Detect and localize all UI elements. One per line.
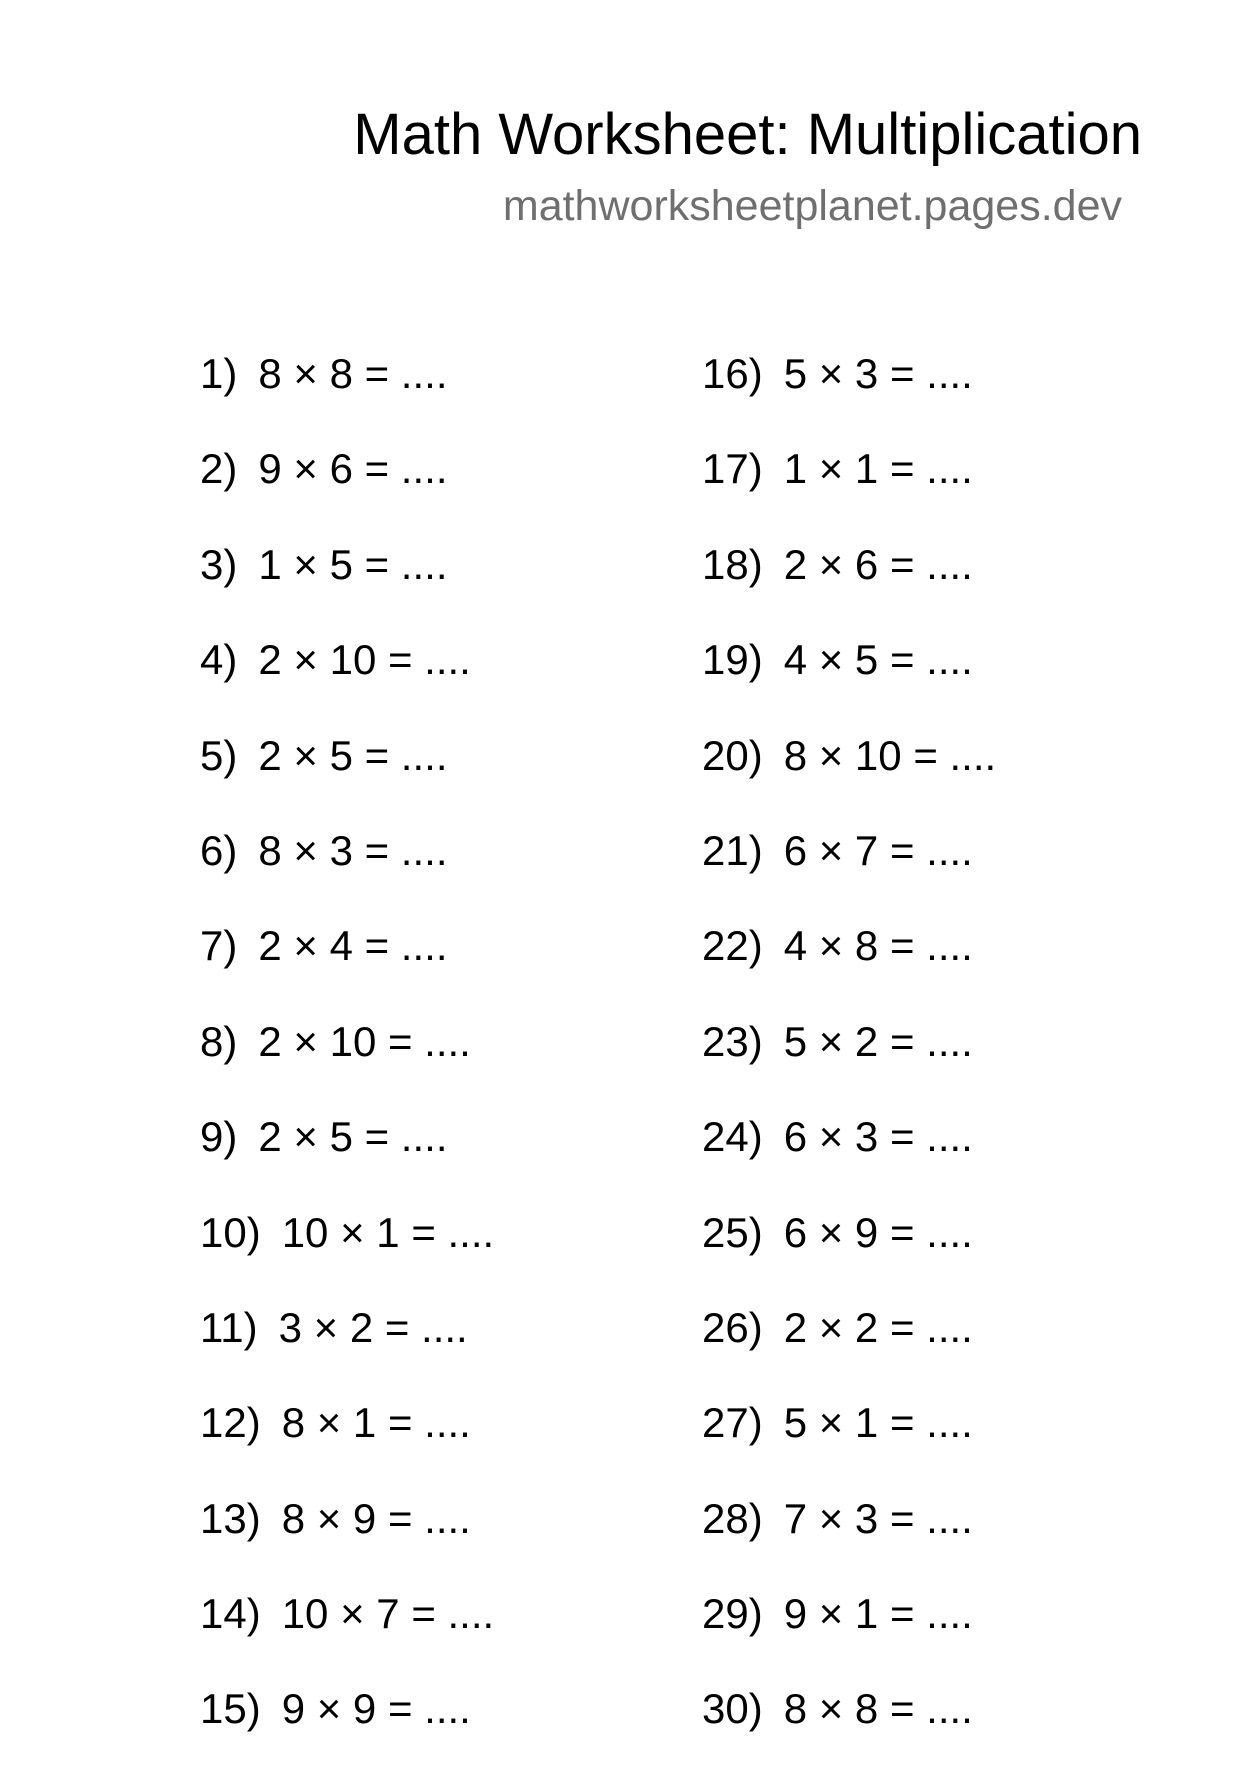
- problem-number: 7): [200, 922, 238, 970]
- problem-expression: 5 × 2 = ....: [783, 1017, 973, 1065]
- problem-expression: 5 × 1 = ....: [783, 1399, 973, 1447]
- problem-number: 19): [702, 636, 763, 684]
- problem-item: [200, 1016, 494, 1111]
- problem-number: 27): [702, 1399, 763, 1447]
- problem-expression: 3 × 2 = ....: [278, 1303, 468, 1351]
- problem-expression: 1 × 5 = ....: [258, 540, 448, 588]
- problem-item: [702, 1683, 996, 1778]
- problem-expression: 8 × 1 = ....: [281, 1399, 471, 1447]
- problem-number: 9): [200, 1113, 238, 1161]
- problem-number: 8): [200, 1017, 238, 1065]
- problem-expression: 8 × 8 = ....: [258, 350, 448, 397]
- problem-expression: 8 × 9 = ....: [281, 1494, 471, 1542]
- problem-number: 6): [200, 826, 238, 874]
- problem-number: 24): [702, 1113, 763, 1161]
- problem-column-left: [200, 348, 494, 1779]
- problem-number: 13): [200, 1494, 261, 1542]
- problem-expression: 8 × 8 = ....: [783, 1685, 973, 1733]
- problem-item: [702, 730, 996, 825]
- problem-item: [702, 1302, 996, 1397]
- problem-item: [200, 1397, 494, 1492]
- problem-number: 30): [702, 1685, 763, 1733]
- problem-item: [702, 1016, 996, 1111]
- problem-expression: 8 × 10 = ....: [783, 731, 997, 779]
- problem-item: [702, 1588, 996, 1683]
- problem-number: 17): [702, 445, 763, 493]
- problem-item: [200, 1207, 494, 1302]
- problem-item: [200, 1683, 494, 1778]
- problem-number: 4): [200, 636, 238, 684]
- problem-number: 10): [200, 1208, 261, 1256]
- problem-expression: 2 × 6 = ....: [783, 540, 973, 588]
- problem-expression: 2 × 10 = ....: [258, 1017, 471, 1065]
- problem-expression: 4 × 5 = ....: [783, 636, 973, 684]
- problem-item: [702, 348, 996, 443]
- problem-item: [702, 634, 996, 729]
- problem-item: [702, 1207, 996, 1302]
- problem-item: [200, 443, 494, 538]
- problem-number: 28): [702, 1494, 763, 1542]
- problem-expression: 9 × 9 = ....: [281, 1685, 471, 1733]
- problem-number: 23): [702, 1017, 763, 1065]
- problem-expression: 4 × 8 = ....: [783, 922, 973, 970]
- problem-item: [200, 1302, 494, 1397]
- problem-item: [702, 539, 996, 634]
- problem-expression: 2 × 10 = ....: [258, 636, 471, 684]
- problem-expression: 10 × 7 = ....: [281, 1590, 495, 1638]
- problem-number: 16): [702, 350, 763, 397]
- problem-item: [200, 539, 494, 634]
- problem-item: [200, 1493, 494, 1588]
- problem-item: [702, 920, 996, 1015]
- problem-expression: 6 × 9 = ....: [783, 1208, 973, 1256]
- problem-number: 12): [200, 1399, 261, 1447]
- problem-item: [702, 825, 996, 920]
- problem-item: [200, 1111, 494, 1206]
- problem-expression: 9 × 1 = ....: [783, 1590, 973, 1638]
- problem-expression: 7 × 3 = ....: [783, 1494, 973, 1542]
- problem-number: 29): [702, 1590, 763, 1638]
- problem-item: [702, 1111, 996, 1206]
- problem-expression: 8 × 3 = ....: [258, 826, 448, 874]
- problem-number: 20): [702, 731, 763, 779]
- problem-expression: 10 × 1 = ....: [281, 1208, 495, 1256]
- problem-number: 2): [200, 445, 238, 493]
- problem-item: [702, 1397, 996, 1492]
- problem-item: [200, 825, 494, 920]
- problem-column-right: [702, 348, 996, 1779]
- problem-number: 3): [200, 540, 238, 588]
- problem-expression: 5 × 3 = ....: [783, 350, 973, 397]
- problem-item: [200, 730, 494, 825]
- problem-number: 1): [200, 350, 238, 397]
- problem-expression: 2 × 4 = ....: [258, 922, 448, 970]
- problem-item: [200, 920, 494, 1015]
- problem-expression: 2 × 2 = ....: [783, 1303, 973, 1351]
- problem-number: 21): [702, 826, 763, 874]
- worksheet-title: Math Worksheet: Multiplication: [353, 102, 1142, 167]
- problem-expression: 6 × 7 = ....: [783, 826, 973, 874]
- problem-number: 11): [200, 1303, 258, 1351]
- problem-number: 15): [200, 1685, 261, 1733]
- problem-expression: 6 × 3 = ....: [783, 1113, 973, 1161]
- problem-item: [200, 634, 494, 729]
- problem-item: [200, 348, 494, 443]
- problem-number: 22): [702, 922, 763, 970]
- problem-item: [702, 443, 996, 538]
- problem-expression: 2 × 5 = ....: [258, 731, 448, 779]
- problem-number: 26): [702, 1303, 763, 1351]
- problem-expression: 2 × 5 = ....: [258, 1113, 448, 1161]
- problem-number: 18): [702, 540, 763, 588]
- problem-expression: 1 × 1 = ....: [783, 445, 973, 493]
- problem-number: 25): [702, 1208, 763, 1256]
- problem-expression: 9 × 6 = ....: [258, 445, 448, 493]
- problem-item: [702, 1493, 996, 1588]
- problem-number: 14): [200, 1590, 261, 1638]
- worksheet-source-url: mathworksheetplanet.pages.dev: [502, 182, 1122, 230]
- problem-number: 5): [200, 731, 238, 779]
- problem-item: [200, 1588, 494, 1683]
